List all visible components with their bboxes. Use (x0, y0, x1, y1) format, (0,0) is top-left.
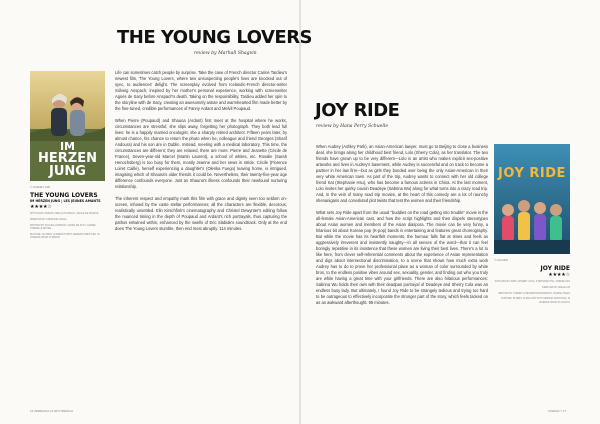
left-sidebar-subtitle: IM HERZEN JUNG | LES JEUNES AMANTS (30, 199, 101, 203)
left-credit-cast: WITH FANNY ARDANT, MELVIL POUPAUD, CÉCILE DE FRANCE (30, 213, 99, 215)
left-paragraph-1: Life can sometimes catch people by surprise. Take the case of French director Carine Tardieu's newest film, The Young Lovers, where two unsuspecting people's lives are knocked out of sync, to audiences' delight. The screenplay evolved from Icelandic-French director-writer Sólveig Anspach, inspired by her mother's personal experience, working with screenwriter Agnès de Sacy before Anspach's death. Taking on the responsibility, Tardieu added her spin to the storyline with de Sacy, creating an awesomely astute and warmhearted film made better by the fine-tuned, credible performances of Fanny Ardant and Melvil Poupaud. (115, 70, 287, 111)
right-photo-caption: © LEONINE (494, 259, 509, 262)
joy-ride-poster-art (494, 144, 570, 254)
right-article-body (316, 144, 488, 306)
left-rating-stars: ★★★★☆ (30, 204, 52, 210)
right-headline: JOY RIDE (315, 100, 400, 121)
right-footer: CINEMA 7 17 (548, 409, 567, 413)
left-credit-writers: WRITTEN BY SOLVEIG ANSPACH, AGNÈS DE SACY, CARINE TARDIEU & MICHEL... (30, 224, 96, 230)
left-article-body (115, 70, 287, 232)
right-credit-director: DIRECTED BY ADELE LIM (542, 286, 570, 289)
right-paragraph-2: What sets Joy Ride apart from the usual "buddies on the road getting into trouble" movie is the all-female Asian-American cast, and how the script highlights and then dispels stereotypes about Asian women and members of the Asian diaspora. The movie can be very funny, a hilarious bit about Korean pop (K-pop) bands is entertaining and features great choreography. But while the movie has its heartfelt moments, the humour falls flat at times and feels as aggressively irreverent and insistently naughty—in all senses of the word—that it can feel boringly repetitive in its insistence that these women are living their best lives. There's a lot to like here, from clever self-referential comments about the experience of Asian representation and digs about intersectional discrimination, to a scene that shows how much extra work Audrey has to do to prove her professional place as a woman of color surrounded by white bros, to the endless positive vibes around sex, sexuality, gender, and finding out who you truly are while having a great time with your girlfriends. There are also hilarious performances: Sabrina Wu holds their own with their deadpan portrayal of Deadeye and Sherry Cola was an endless busy lady. But ultimately, I found Joy Ride to be strangely tedious and trying too hard to be outrageous to effectively incorporate the stronger part of the story, which feels tacked on as an awkward afterthought. 95 minutes. (316, 210, 488, 305)
right-byline: review by Hana Perry Schuelle (316, 124, 389, 129)
left-photo-caption: © SCREEN: FAB (30, 186, 50, 189)
left-sidebar (30, 186, 106, 243)
right-paragraph-1: When Audrey (Ashley Park), an Asian-American lawyer, must go to Beijing to close a business deal, she brings along her childhood best friend, Lolo (Sherry Cola), as her translator. The two friends have grown up to be very different—Lolo is an artist who makes explicit sex-positive artworks and lives in Audrey's basement, while Audrey is successful and on track to become a partner in her law firm—but as girls they bonded over being the only Asian-American in their very white American town. As part of the trip, Audrey wants to connect with her old college friend Kat (Stephanie Hsu), who has become a famous actress in China. At the last moment, Lolo invites her quirky cousin Deadeye (Sabrina Wu) along for what turns into a crazy road trip. And, in the vein of many road trip movies, at the heart of this comedy are a lot of raunchy shenanigans and convoluted plot twists that test the women and their friendship. (316, 144, 488, 203)
left-byline: review by Marhall Shagvin (194, 51, 257, 56)
joy-ride-poster (494, 144, 570, 254)
poster-title (34, 141, 101, 178)
joy-ride-poster-title: JOY RIDE (498, 166, 566, 181)
left-footer: 16 ZEBRASCH 6.MITT-BERICH (30, 409, 74, 413)
left-headline: THE YOUNG LOVERS (117, 27, 313, 48)
right-sidebar (494, 259, 570, 307)
poster-title-im: IM (59, 140, 76, 153)
poster-title-jung: JUNG (49, 164, 86, 179)
young-lovers-poster (30, 71, 105, 181)
right-rating-stars: ★★★★☆ (548, 272, 570, 278)
right-credit-cast: WITH ASHLEY PARK, SHERRY COLA, STEPHANIE HSU, SABRINA WU (494, 281, 570, 283)
left-paragraph-3: The inherent respect and empathy mark this film with grace and dignity seen too seldom on-screen, infused by the caste stellar performances; all the characters are flexible, decorous, realistically unsettled. Elin Kirschfink's cinematography and Christel Dewynter's editing follow the nuanced timing in the depth of Poupaud and Ardant's rich portrayals, thus capturing the pathos entwined within, enhanced by the swells of Eric Slabiak's soundtrack. Only at the end does The Young Lovers stumble, then end most abruptly. 114 minutes. (115, 196, 287, 231)
right-sidebar-title: JOY RIDE (540, 265, 570, 272)
left-credit-runtime: RUNTIME: 114 MINS. IN FRENCH WITH GERMAN SUBTITLES. IN CINEMAS FROM 17 MARCH (30, 233, 100, 239)
left-paragraph-2: When Pierre (Poupaud) and Shauna (Ardant) first meet at the hospital where he works, circumstances are stressful; she slips away, forgetting her photograph. They both lead full lives: he is a happily married oncologist, she a sharply retired architect. Fifteen years later, by almost chance, his chance to return the photo when he, colleague and friend Georges (Sharif Andoura) and his son are in Dublin. Instead, meeting with a medical laboratory. This time, the circumstances are different; they are relaxed, there are more. Pierre and Jeanette (Cécile de France), Seven-year-old Marcel (Martin Laurent), a school of whites, etc. Rosalie (Sarah Henochsberg) is too busy for them, mostly Jeanne and her news in stride. Cécile (Florence Loiret Caille), herself experiencing a daughter's (Olenka Fuego) leaving home, is intrigued, imagining which of Shauna's older friends it could be. Nevertheless, their twenty-five-year age difference confounds everyone. Just as Shauna's illness confounds their newfound nurturing relationship. (115, 118, 287, 189)
right-credit-runtime: RUNTIME: 95 MINS. IN ENGLISH WITH GERMAN SUBTITLES. IN CINEMAS FROM 10 AUGUST (501, 298, 570, 304)
right-credit-writers: WRITTEN BY CHERRY CHEVAPRAVATDUMRONG, TERESA HSIAO (498, 292, 570, 295)
poster-title-herzen: HERZEN (38, 151, 97, 166)
left-credit-director: DIRECTED BY CAROLINE VIGNAL (30, 218, 67, 221)
left-sidebar-title: THE YOUNG LOVERS (30, 192, 98, 199)
